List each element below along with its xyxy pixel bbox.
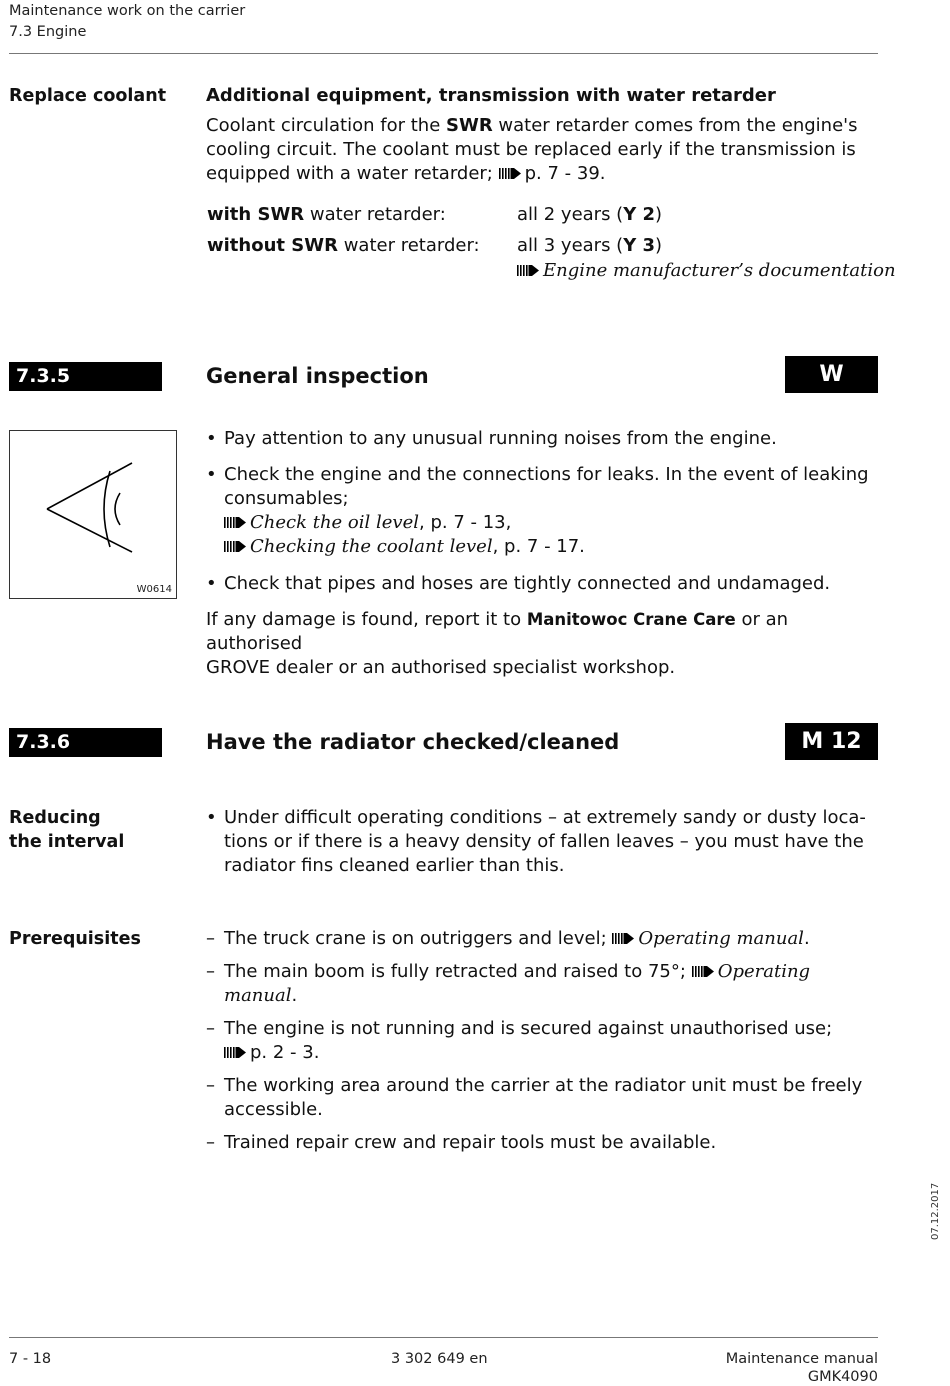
side-date: 07.12.2017 [930, 1182, 941, 1240]
list-item: • Pay attention to any unusual running noises from the engine. [206, 427, 876, 451]
reference-arrow-icon [692, 965, 714, 978]
reference-arrow-icon [224, 1046, 246, 1059]
page-link[interactable]: p. 7 - 39. [524, 163, 606, 184]
no-swr-interval-label: without SWR water retarder: [207, 235, 480, 256]
interval-tag-m12: M 12 [785, 723, 878, 760]
inspection-list [206, 427, 876, 596]
no-swr-interval-value: all 3 years (Y 3) [517, 235, 663, 256]
list-item: • Check that pipes and hoses are tightly connected and undamaged. [206, 572, 876, 596]
footer-rule [9, 1337, 878, 1338]
reducing-list [206, 806, 876, 878]
model-name: GMK4090 [807, 1369, 878, 1385]
document-number: 3 302 649 en [391, 1351, 488, 1367]
reference-arrow-icon [612, 932, 634, 945]
page-number: 7 - 18 [9, 1351, 52, 1367]
coolant-level-link[interactable]: Checking the coolant level [250, 536, 493, 557]
manual-title: Maintenance manual [725, 1351, 878, 1367]
swr-interval-value: all 2 years (Y 2) [517, 204, 663, 225]
reducing-interval-label: Reducing the interval [9, 808, 125, 852]
list-item: – The main boom is fully retracted and raised to 75°; Operating manual. [206, 960, 886, 1008]
section-title-736: Have the radiator checked/cleaned [206, 730, 620, 754]
page-link[interactable]: p. 2 - 3. [250, 1042, 320, 1063]
operating-manual-link[interactable]: Operating manual [638, 928, 804, 949]
list-item: – The working area around the carrier at the radiator unit must be freely accessible. [206, 1074, 886, 1122]
prerequisites-list [206, 927, 886, 1155]
operating-manual-link[interactable]: Operating manual [224, 961, 811, 1006]
swr-interval-label: with SWR water retarder: [207, 204, 446, 225]
header-rule [9, 53, 878, 54]
reference-arrow-icon [517, 264, 539, 277]
list-item: – Trained repair crew and repair tools must be available. [206, 1131, 886, 1155]
inspection-figure [9, 430, 177, 599]
list-item: – The truck crane is on outriggers and level; Operating manual. [206, 927, 886, 951]
list-item: • Under difficult operating conditions – at extremely sandy or dusty loca- tions or if there is a heavy density of fallen leaves – you must have the radiator fins cleaned earlier than this. [206, 806, 876, 878]
running-header-section: 7.3 Engine [9, 24, 87, 40]
running-header-chapter: Maintenance work on the carrier [9, 3, 246, 19]
engine-doc-reference[interactable]: Engine manufacturer’s documentation [517, 259, 896, 283]
section-number-736: 7.3.6 [9, 728, 162, 757]
damage-note: If any damage is found, report it to Manitowoc Crane Care or an authorised GROVE dealer or an authorised specialist workshop. [206, 609, 789, 678]
list-item: – The engine is not running and is secured against unauthorised use; p. 2 - 3. [206, 1017, 886, 1065]
prerequisites-label: Prerequisites [9, 929, 141, 949]
oil-level-link[interactable]: Check the oil level [250, 512, 419, 533]
section-number-735: 7.3.5 [9, 362, 162, 391]
replace-coolant-label: Replace coolant [9, 86, 167, 106]
figure-label: W0614 [136, 584, 172, 595]
section-title-735: General inspection [206, 364, 429, 388]
reference-arrow-icon [224, 516, 246, 529]
eye-icon [10, 431, 176, 598]
list-item: • Check the engine and the connections for leaks. In the event of leaking consumables; Check the oil level, p. 7 - 13, Checking the coolant level, p. 7 - 17. [206, 463, 876, 559]
replace-coolant-heading: Additional equipment, transmission with water retarder [206, 85, 776, 106]
reference-arrow-icon [224, 540, 246, 553]
replace-coolant-paragraph: Coolant circulation for the SWR water retarder comes from the engine's cooling circuit. The coolant must be replaced early if the transmission is equipped with a water retarder; p. 7 - 39. [206, 115, 858, 184]
reference-arrow-icon [499, 167, 521, 180]
interval-tag-w: W [785, 356, 878, 393]
